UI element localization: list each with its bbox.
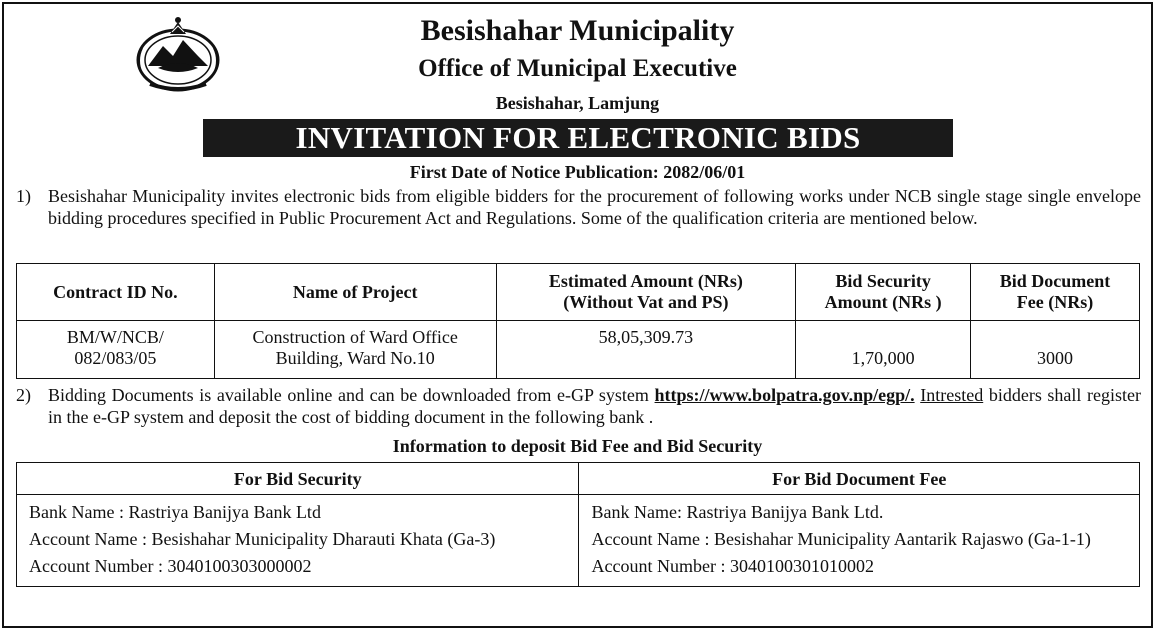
table-row — [17, 495, 1140, 587]
cell-bid-security: 1,70,000 — [796, 321, 971, 379]
office-location: Besishahar, Lamjung — [495, 93, 660, 113]
fee-account-name: Account Name : Besishahar Municipality Aantarik Rajaswo (Ga-1-1) — [591, 529, 1091, 549]
publication-date: First Date of Notice Publication: 2082/06/01 — [409, 162, 746, 182]
header-for-document-fee: For Bid Document Fee — [579, 463, 1140, 495]
header-document-fee: Bid Document Fee (NRs) — [971, 264, 1140, 321]
cell-document-fee: 3000 — [971, 321, 1140, 379]
fee-bank-name: Bank Name: Rastriya Banijya Bank Ltd. — [591, 502, 884, 522]
section-2 — [16, 385, 1141, 428]
section-1-number: 1) — [16, 186, 31, 206]
cell-contract-id: BM/W/NCB/ 082/083/05 — [17, 321, 215, 379]
document-fee-bank-details — [579, 495, 1140, 587]
fee-account-number: Account Number : 3040100301010002 — [591, 556, 874, 576]
header-contract-id: Contract ID No. — [17, 264, 215, 321]
security-bank-name: Bank Name : Rastriya Banijya Bank Ltd — [29, 502, 321, 522]
egp-link[interactable]: https://www.bolpatra.gov.np/egp/. — [654, 385, 915, 405]
bid-table-header-row — [17, 264, 1140, 321]
header-for-bid-security: For Bid Security — [17, 463, 579, 495]
bank-info-table — [16, 462, 1140, 587]
section-1 — [16, 186, 1141, 229]
bank-info-title: Information to deposit Bid Fee and Bid Security — [392, 436, 763, 456]
header-estimated-amount: Estimated Amount (NRs) (Without Vat and PS) — [496, 264, 796, 321]
security-account-name: Account Name : Besishahar Municipality Dharauti Khata (Ga-3) — [29, 529, 496, 549]
table-row — [17, 321, 1140, 379]
cell-project: Construction of Ward Office Building, Ward No.10 — [214, 321, 496, 379]
bank-table-header-row — [17, 463, 1140, 495]
intrested-word: Intrested — [920, 385, 984, 405]
notice-banner: INVITATION FOR ELECTRONIC BIDS — [203, 119, 953, 157]
bid-table — [16, 263, 1140, 379]
header-project: Name of Project — [214, 264, 496, 321]
security-account-number: Account Number : 3040100303000002 — [29, 556, 312, 576]
section-2-text: Bidding Documents is available online and can be downloaded from e-GP system https://www.bolpatra.gov.np/egp/. Intrested bidders shall register in the e-GP system and deposit the cost of bidding document in the following bank . — [48, 385, 1142, 427]
bid-security-bank-details — [17, 495, 579, 587]
section-1-text: Besishahar Municipality invites electronic bids from eligible bidders for the procurement of following works under NCB single stage single envelope bidding procedures specified in Public Procurement Act and Regulations. Some of the qualification criteria are mentioned below. — [48, 186, 1141, 228]
section-2-number: 2) — [16, 385, 31, 405]
cell-estimated-amount: 58,05,309.73 — [496, 321, 796, 379]
office-name: Office of Municipal Executive — [418, 55, 737, 82]
municipality-name: Besishahar Municipality — [420, 14, 735, 47]
header-bid-security: Bid Security Amount (NRs ) — [796, 264, 971, 321]
